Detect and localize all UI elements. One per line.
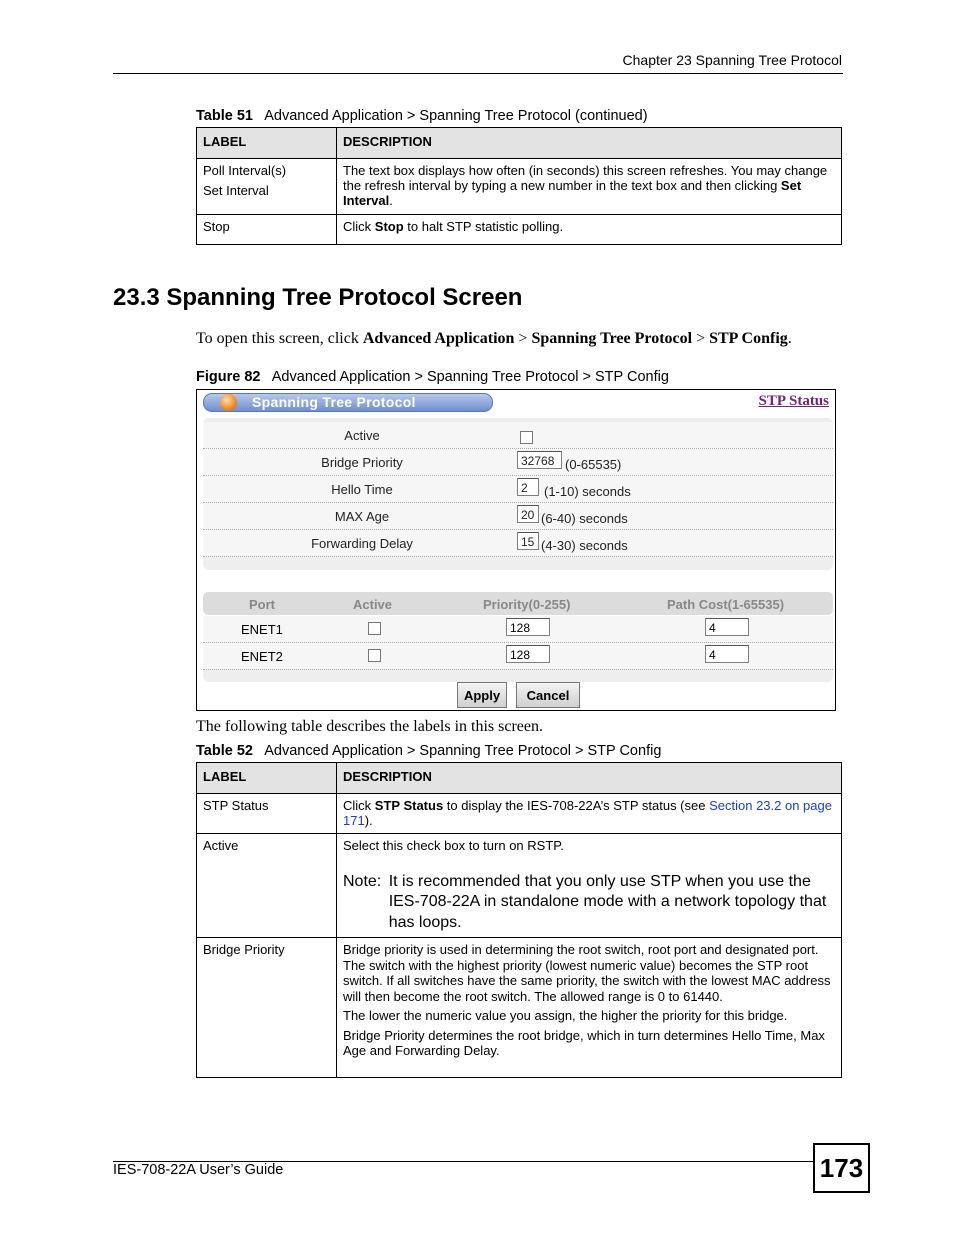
bridge-priority-hint: (0-65535) xyxy=(565,457,622,472)
table52-header-description: DESCRIPTION xyxy=(337,763,842,794)
table51 xyxy=(196,127,842,245)
table-cell-label: Poll Interval(s) Set Interval xyxy=(197,159,337,215)
figure82-caption-text: Advanced Application > Spanning Tree Protocol > STP Config xyxy=(271,369,669,385)
table-row xyxy=(197,834,842,938)
port-column-header: Port xyxy=(249,597,275,612)
port-name: ENET1 xyxy=(241,622,283,637)
table52-caption xyxy=(196,743,661,759)
priority-column-header: Priority(0-255) xyxy=(483,597,571,612)
port-path-cost-input[interactable]: 4 xyxy=(705,645,749,663)
table52-caption-number: Table 52 xyxy=(196,743,253,759)
table-row xyxy=(203,616,833,643)
cancel-button[interactable]: Cancel xyxy=(516,682,580,708)
port-priority-input[interactable]: 128 xyxy=(506,618,550,636)
settings-panel xyxy=(203,418,833,570)
screen-title-bar xyxy=(203,393,493,412)
table-cell-label: Bridge Priority xyxy=(197,938,337,1078)
stp-status-link[interactable]: STP Status xyxy=(758,393,829,409)
figure82-caption-number: Figure 82 xyxy=(196,369,261,385)
bridge-priority-row xyxy=(203,449,833,476)
port-active-checkbox[interactable] xyxy=(368,622,381,635)
table-cell-description: The text box displays how often (in seconds) this screen refreshes. You may change the refresh interval by typing a new number in the text box and then clicking Set Interval. xyxy=(337,159,842,215)
forwarding-delay-input[interactable]: 15 xyxy=(517,532,539,550)
bridge-priority-input[interactable]: 32768 xyxy=(517,451,562,469)
table51-caption xyxy=(196,108,648,124)
table-row xyxy=(197,159,842,215)
table-cell-label: Active xyxy=(197,834,337,938)
table52-header-label: LABEL xyxy=(197,763,337,794)
hello-time-label: Hello Time xyxy=(331,482,393,497)
screen-title: Spanning Tree Protocol xyxy=(252,394,416,410)
table51-caption-text: Advanced Application > Spanning Tree Protocol (continued) xyxy=(264,108,648,124)
forwarding-delay-label: Forwarding Delay xyxy=(311,536,413,551)
table-cell-description: Bridge priority is used in determining the root switch, root port and designated port. The switch with the highest priority (lowest numeric value) becomes the STP root switch. If all switches have the same priority, the switch with the lowest MAC address will then become the root switch. The allowed range is 0 to 61440. The lower the numeric value you assign, the higher the priority for this bridge. Bridge Priority determines the root bridge, which in turn determines Hello Time, Max Age and Forwarding Delay. xyxy=(337,938,842,1078)
table-cell-description: Click STP Status to display the IES-708-22A’s STP status (see Section 23.2 on page 171). xyxy=(337,794,842,834)
stp-config-screenshot xyxy=(196,389,836,711)
forwarding-delay-hint: (4-30) seconds xyxy=(541,538,628,553)
table52-caption-text: Advanced Application > Spanning Tree Protocol > STP Config xyxy=(264,743,662,759)
table-cell-label: Stop xyxy=(197,215,337,245)
port-priority-input[interactable]: 128 xyxy=(506,645,550,663)
table51-header-label: LABEL xyxy=(197,128,337,159)
following-text: The following table describes the labels in this screen. xyxy=(196,718,544,735)
max-age-label: MAX Age xyxy=(334,509,390,524)
hello-time-row xyxy=(203,476,833,503)
chapter-header: Chapter 23 Spanning Tree Protocol xyxy=(622,52,842,68)
table51-header-description: DESCRIPTION xyxy=(337,128,842,159)
section-title: 23.3 Spanning Tree Protocol Screen xyxy=(113,284,523,311)
port-active-checkbox[interactable] xyxy=(368,649,381,662)
path-cost-column-header: Path Cost(1-65535) xyxy=(667,597,785,612)
guide-title: IES-708-22A User’s Guide xyxy=(113,1162,284,1178)
active-row xyxy=(203,422,833,449)
note-block: Note: It is recommended that you only use STP when you use the IES-708-22A in standalone mode with a network topology that has loops. xyxy=(343,872,827,931)
active-label: Active xyxy=(344,428,380,443)
port-path-cost-input[interactable]: 4 xyxy=(705,618,749,636)
table-cell-description: Select this check box to turn on RSTP. Note: It is recommended that you only use STP when you use the IES-708-22A in standalone mode with a network topology that has loops. xyxy=(337,834,842,938)
port-table-header xyxy=(203,592,833,615)
page-number: 173 xyxy=(813,1143,870,1193)
table-row xyxy=(197,794,842,834)
max-age-input[interactable]: 20 xyxy=(517,505,539,523)
orb-icon xyxy=(220,394,237,411)
figure82-caption xyxy=(196,369,669,385)
intro-paragraph: To open this screen, click Advanced Application > Spanning Tree Protocol > STP Config. xyxy=(196,330,792,347)
forwarding-delay-row xyxy=(203,530,833,557)
table51-caption-number: Table 51 xyxy=(196,108,253,124)
active-column-header: Active xyxy=(353,597,393,612)
table52 xyxy=(196,762,842,1078)
hello-time-hint: (1-10) seconds xyxy=(544,484,631,499)
apply-button[interactable]: Apply xyxy=(457,682,507,708)
max-age-row xyxy=(203,503,833,530)
bridge-priority-label: Bridge Priority xyxy=(321,455,403,470)
table-cell-label: STP Status xyxy=(197,794,337,834)
section-link[interactable]: Section 23.2 on page 171 xyxy=(343,798,832,828)
active-checkbox[interactable] xyxy=(520,431,533,444)
table-row xyxy=(197,938,842,1078)
hello-time-input[interactable]: 2 xyxy=(517,478,539,496)
table-row xyxy=(203,643,833,670)
header-rule xyxy=(113,73,843,74)
port-name: ENET2 xyxy=(241,649,283,664)
table-row xyxy=(197,215,842,245)
table-cell-description: Click Stop to halt STP statistic polling. xyxy=(337,215,842,245)
max-age-hint: (6-40) seconds xyxy=(541,511,628,526)
